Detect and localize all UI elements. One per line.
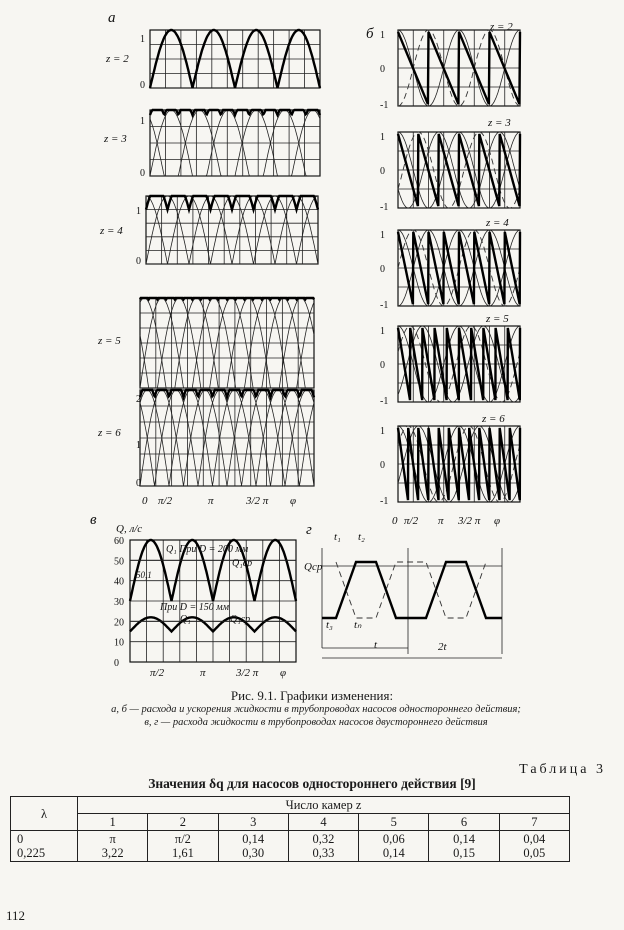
cell-z7-b: 0,05 xyxy=(523,846,546,860)
b-xtick-4: φ xyxy=(494,515,501,527)
v-ann-q1-200: Q₁ При D = 200 мм xyxy=(166,544,249,555)
curve-total xyxy=(146,196,318,210)
a-ytick-z6-2: 2 xyxy=(136,394,141,405)
v-xtick-0: π/2 xyxy=(150,667,165,679)
grid-lines xyxy=(150,30,320,88)
page-number: 112 xyxy=(6,908,26,923)
cell-z4-b: 0,33 xyxy=(312,846,335,860)
b-row-label-z5: z = 5 xyxy=(486,313,509,325)
a-ytick-z3-1: 1 xyxy=(140,116,145,127)
v-ann-150: При D = 150 мм xyxy=(160,602,229,613)
b-xtick-1: π/2 xyxy=(404,515,419,527)
grid-lines xyxy=(140,298,314,388)
cell-z2-a: π/2 xyxy=(174,832,191,846)
v-xtick-3: φ xyxy=(280,667,287,679)
lambda-1: 0,225 xyxy=(17,846,46,860)
v-ann-q1: Q₁ xyxy=(180,614,191,625)
panel-letter-v: в xyxy=(90,512,97,528)
b-ytick: 1 xyxy=(380,326,385,337)
grid-lines xyxy=(140,390,314,486)
cell-z2 xyxy=(148,831,218,862)
b-y-ticks xyxy=(380,30,388,507)
panel-letter-b: б xyxy=(366,26,374,42)
lambda-values xyxy=(11,831,78,862)
chart-b-z2 xyxy=(398,30,520,106)
table-title: Значения δq для насосов одностороннего действия [9] xyxy=(148,776,476,791)
a-ytick-z4-1: 1 xyxy=(136,206,141,217)
cell-z1-b: 3,22 xyxy=(101,846,124,860)
b-row-label-z3: z = 3 xyxy=(488,117,511,129)
b-row-label-z6: z = 6 xyxy=(482,413,505,425)
v-ann-501: 50,1 xyxy=(136,570,152,580)
chart-g xyxy=(322,548,502,658)
a-ytick-z6-0: 0 xyxy=(136,478,141,489)
chart-b-z6 xyxy=(398,426,520,502)
a-xtick-1: π/2 xyxy=(158,495,173,507)
v-y-axis-label: Q, л/с xyxy=(116,523,143,535)
row-label-z6: z = 6 xyxy=(98,427,121,439)
cell-z1-a: π xyxy=(109,832,116,846)
a-ytick-z2-1: 1 xyxy=(140,34,145,45)
chamber-count-header: Число камер z xyxy=(78,797,570,814)
b-ytick: 0 xyxy=(380,166,385,177)
v-ann-q1sr-top: Q₁ср xyxy=(232,558,253,569)
row-label-z2: z = 2 xyxy=(106,53,129,65)
cell-z6-b: 0,15 xyxy=(453,846,475,860)
b-ytick: -1 xyxy=(380,202,389,213)
v-ytick: 10 xyxy=(114,637,124,649)
chart-b-z4 xyxy=(398,230,520,306)
figure-caption-details xyxy=(36,703,596,729)
curve-total xyxy=(140,390,314,397)
b-xtick-2: π xyxy=(438,515,444,527)
chart-a-z2 xyxy=(150,30,320,88)
g-2t: 2t xyxy=(438,641,447,653)
b-ytick: -1 xyxy=(380,396,389,407)
chart-a-z6 xyxy=(140,390,314,486)
chart-a-z3 xyxy=(150,110,320,176)
b-ytick: 1 xyxy=(380,230,385,241)
g-t1: t₁ xyxy=(334,531,341,543)
cell-z4-a: 0,32 xyxy=(312,832,335,846)
col-header-1: 1 xyxy=(78,814,148,831)
lambda-header: λ xyxy=(11,797,78,831)
b-xtick-0: 0 xyxy=(392,515,398,527)
chart-v xyxy=(130,540,296,662)
v-ytick: 20 xyxy=(114,617,124,629)
a-xtick-4: φ xyxy=(290,495,297,507)
g-y-label: Qср xyxy=(304,561,323,573)
cell-z5-b: 0,14 xyxy=(382,846,405,860)
g-trapezoid-2 xyxy=(336,562,486,618)
v-ytick: 60 xyxy=(114,536,124,547)
a-xtick-0: 0 xyxy=(142,495,148,507)
col-header-4: 4 xyxy=(288,814,358,831)
caption-line-2: в, г — расхода жидкости в трубопроводах насосов двустороннего действия xyxy=(144,717,488,728)
table-label: Таблица 3 xyxy=(519,762,606,777)
g-trapezoid-1 xyxy=(322,562,502,618)
a-ytick-z4-0: 0 xyxy=(136,256,141,267)
cell-z5-a: 0,06 xyxy=(382,832,405,846)
panel-a xyxy=(97,30,320,507)
chart-b-z5 xyxy=(398,326,520,402)
row-label-z4: z = 4 xyxy=(100,225,123,237)
b-row-label-z4: z = 4 xyxy=(486,217,509,229)
col-header-3: 3 xyxy=(218,814,288,831)
panel-g xyxy=(304,531,502,658)
b-ytick: 1 xyxy=(380,30,385,41)
a-xtick-2: π xyxy=(208,495,214,507)
cell-z4 xyxy=(288,831,358,862)
col-header-2: 2 xyxy=(148,814,218,831)
b-ytick: 0 xyxy=(380,64,385,75)
caption-line-1: а, б — расхода и ускорения жидкости в трубопроводах насосов одностороннего действия; xyxy=(111,704,521,715)
col-header-6: 6 xyxy=(429,814,499,831)
b-xtick-3: 3/2 π xyxy=(458,515,481,527)
g-tn: tₙ xyxy=(354,619,362,631)
v-y-ticks xyxy=(114,536,124,669)
cell-z3-a: 0,14 xyxy=(242,832,265,846)
table-column-row xyxy=(11,814,570,831)
cell-z6 xyxy=(429,831,499,862)
col-header-7: 7 xyxy=(499,814,569,831)
row-label-z3: z = 3 xyxy=(104,133,127,145)
table-header-row xyxy=(11,797,570,814)
table-data-row xyxy=(11,831,570,862)
cell-z3 xyxy=(218,831,288,862)
b-ytick: -1 xyxy=(380,100,389,111)
b-ytick: 1 xyxy=(380,426,385,437)
lambda-0: 0 xyxy=(17,832,24,846)
cell-z3-b: 0,30 xyxy=(242,846,265,860)
col-header-5: 5 xyxy=(359,814,429,831)
b-ytick: -1 xyxy=(380,300,389,311)
chart-b-z3 xyxy=(398,132,520,208)
b-ytick: 0 xyxy=(380,360,385,371)
cell-z7 xyxy=(499,831,569,862)
cell-z2-b: 1,61 xyxy=(171,846,194,860)
cell-z1 xyxy=(78,831,148,862)
b-row-label-z2: z = 2 xyxy=(490,21,513,33)
panel-b xyxy=(380,21,520,527)
b-ytick: 1 xyxy=(380,132,385,143)
cell-z5 xyxy=(359,831,429,862)
v-ytick: 50 xyxy=(114,556,124,568)
panel-letter-a: а xyxy=(108,10,116,26)
v-ytick: 30 xyxy=(114,597,124,608)
b-ytick: -1 xyxy=(380,496,389,507)
g-t3: t₃ xyxy=(326,619,333,631)
figure-caption: Рис. 9.1. Графики изменения: xyxy=(230,688,394,703)
v-ytick: 40 xyxy=(114,576,124,588)
v-ytick: 0 xyxy=(114,658,119,669)
b-ytick: 0 xyxy=(380,264,385,275)
curve-total xyxy=(140,298,314,299)
chart-a-z4 xyxy=(146,196,318,264)
a-ytick-z3-0: 0 xyxy=(140,168,145,179)
delta-q-table xyxy=(10,796,570,862)
g-t: t xyxy=(374,639,378,651)
panel-letter-g: г xyxy=(306,522,312,538)
curve-accel-total xyxy=(398,328,520,400)
g-t2: t₂ xyxy=(358,531,365,543)
v-xtick-1: π xyxy=(200,667,206,679)
a-ytick-z6-1: 1 xyxy=(136,440,141,451)
v-xtick-2: 3/2 π xyxy=(236,667,259,679)
b-ytick: 0 xyxy=(380,460,385,471)
cell-z6-a: 0,14 xyxy=(453,832,475,846)
chart-a-z5 xyxy=(140,298,314,388)
curve-total xyxy=(150,110,320,115)
a-ytick-z2-0: 0 xyxy=(140,80,145,91)
row-label-z5: z = 5 xyxy=(98,335,121,347)
panel-v xyxy=(114,523,296,679)
a-xtick-3: 3/2 π xyxy=(246,495,269,507)
v-ann-q1sr-bottom: Q₁ср xyxy=(230,614,251,625)
cell-z7-a: 0,04 xyxy=(523,832,546,846)
